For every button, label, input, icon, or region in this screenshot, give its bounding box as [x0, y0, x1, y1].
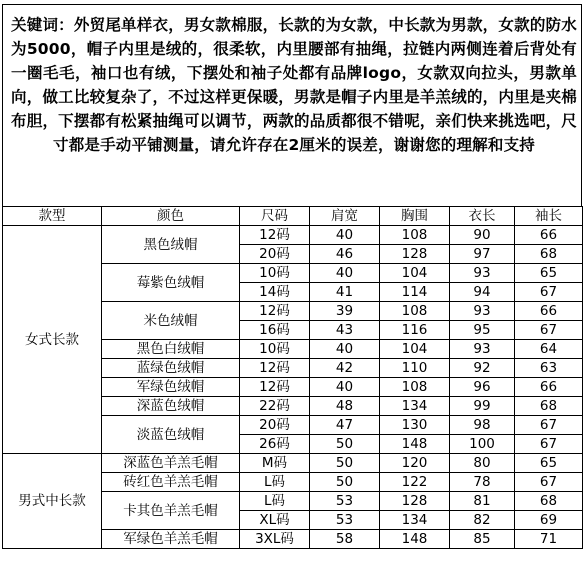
chest-cell: 120 [380, 454, 450, 473]
header-shoulder: 肩宽 [310, 207, 380, 226]
shoulder-cell: 50 [310, 454, 380, 473]
chest-cell: 134 [380, 511, 450, 530]
sleeve-cell: 67 [515, 416, 583, 435]
size-cell: 22码 [240, 397, 310, 416]
product-description: 关键词：外贸尾单样衣，男女款棉服，长款的为女款，中长款为男款，女款的防水为5000，帽子内里是绒的，很柔软，内里腰部有抽绳，拉链内两侧连着后背处有一圈毛毛，袖口也有绒，下摆处和袖子处都有品牌logo，女款双向拉头，男款单向，做工比较复杂了，不过这样更保暖，男款是帽子内里是羊羔绒的，内里是夹棉布胆，下摆都有松紧抽绳可以调节，两款的品质都很不错呢，亲们快来挑选吧，尺寸都是手动平铺测量，请允许存在2厘米的误差，谢谢您的理解和支持 [2, 4, 582, 206]
size-cell: 10码 [240, 340, 310, 359]
shoulder-cell: 41 [310, 283, 380, 302]
shoulder-cell: 50 [310, 473, 380, 492]
header-chest: 胸围 [380, 207, 450, 226]
sleeve-cell: 67 [515, 473, 583, 492]
length-cell: 85 [450, 530, 515, 549]
size-cell: M码 [240, 454, 310, 473]
length-cell: 94 [450, 283, 515, 302]
color-cell: 深蓝色羊羔毛帽 [102, 454, 240, 473]
size-cell: 20码 [240, 245, 310, 264]
chest-cell: 108 [380, 226, 450, 245]
shoulder-cell: 46 [310, 245, 380, 264]
shoulder-cell: 47 [310, 416, 380, 435]
length-cell: 78 [450, 473, 515, 492]
sleeve-cell: 65 [515, 454, 583, 473]
chest-cell: 116 [380, 321, 450, 340]
sleeve-cell: 67 [515, 435, 583, 454]
length-cell: 93 [450, 340, 515, 359]
style-group-cell: 男式中长款 [3, 454, 102, 549]
size-cell: XL码 [240, 511, 310, 530]
sleeve-cell: 66 [515, 226, 583, 245]
sleeve-cell: 64 [515, 340, 583, 359]
shoulder-cell: 48 [310, 397, 380, 416]
chest-cell: 108 [380, 378, 450, 397]
length-cell: 93 [450, 302, 515, 321]
size-cell: 26码 [240, 435, 310, 454]
size-cell: L码 [240, 492, 310, 511]
sleeve-cell: 67 [515, 321, 583, 340]
table-header-row [3, 207, 583, 226]
shoulder-cell: 40 [310, 378, 380, 397]
size-cell: 12码 [240, 359, 310, 378]
sleeve-cell: 63 [515, 359, 583, 378]
length-cell: 97 [450, 245, 515, 264]
sleeve-cell: 65 [515, 264, 583, 283]
length-cell: 96 [450, 378, 515, 397]
color-cell: 深蓝色绒帽 [102, 397, 240, 416]
chest-cell: 114 [380, 283, 450, 302]
chest-cell: 130 [380, 416, 450, 435]
length-cell: 92 [450, 359, 515, 378]
color-cell: 淡蓝色绒帽 [102, 416, 240, 454]
chest-cell: 110 [380, 359, 450, 378]
color-cell: 黑色白绒帽 [102, 340, 240, 359]
size-cell: 12码 [240, 226, 310, 245]
length-cell: 81 [450, 492, 515, 511]
color-cell: 黑色绒帽 [102, 226, 240, 264]
length-cell: 93 [450, 264, 515, 283]
size-cell: 20码 [240, 416, 310, 435]
size-cell: 3XL码 [240, 530, 310, 549]
header-sleeve: 袖长 [515, 207, 583, 226]
sleeve-cell: 66 [515, 302, 583, 321]
style-group-cell: 女式长款 [3, 226, 102, 454]
length-cell: 98 [450, 416, 515, 435]
color-cell: 蓝绿色绒帽 [102, 359, 240, 378]
length-cell: 80 [450, 454, 515, 473]
color-cell: 米色绒帽 [102, 302, 240, 340]
sleeve-cell: 66 [515, 378, 583, 397]
chest-cell: 148 [380, 435, 450, 454]
size-cell: 12码 [240, 378, 310, 397]
size-sheet [2, 4, 582, 549]
sleeve-cell: 68 [515, 492, 583, 511]
sleeve-cell: 67 [515, 283, 583, 302]
length-cell: 99 [450, 397, 515, 416]
sleeve-cell: 68 [515, 397, 583, 416]
chest-cell: 104 [380, 264, 450, 283]
length-cell: 90 [450, 226, 515, 245]
sleeve-cell: 71 [515, 530, 583, 549]
chest-cell: 148 [380, 530, 450, 549]
chest-cell: 128 [380, 492, 450, 511]
shoulder-cell: 40 [310, 264, 380, 283]
header-size: 尺码 [240, 207, 310, 226]
shoulder-cell: 39 [310, 302, 380, 321]
color-cell: 砖红色羊羔毛帽 [102, 473, 240, 492]
shoulder-cell: 40 [310, 340, 380, 359]
table-body [3, 226, 583, 549]
size-cell: 10码 [240, 264, 310, 283]
color-cell: 军绿色绒帽 [102, 378, 240, 397]
size-cell: L码 [240, 473, 310, 492]
table-row [3, 226, 583, 245]
length-cell: 82 [450, 511, 515, 530]
length-cell: 95 [450, 321, 515, 340]
color-cell: 莓紫色绒帽 [102, 264, 240, 302]
shoulder-cell: 40 [310, 226, 380, 245]
shoulder-cell: 53 [310, 511, 380, 530]
size-cell: 14码 [240, 283, 310, 302]
header-color: 颜色 [102, 207, 240, 226]
color-cell: 卡其色羊羔毛帽 [102, 492, 240, 530]
chest-cell: 122 [380, 473, 450, 492]
shoulder-cell: 43 [310, 321, 380, 340]
chest-cell: 128 [380, 245, 450, 264]
color-cell: 军绿色羊羔毛帽 [102, 530, 240, 549]
length-cell: 100 [450, 435, 515, 454]
shoulder-cell: 53 [310, 492, 380, 511]
chest-cell: 108 [380, 302, 450, 321]
size-cell: 12码 [240, 302, 310, 321]
shoulder-cell: 58 [310, 530, 380, 549]
chest-cell: 104 [380, 340, 450, 359]
sleeve-cell: 69 [515, 511, 583, 530]
chest-cell: 134 [380, 397, 450, 416]
size-table [2, 206, 583, 549]
size-cell: 16码 [240, 321, 310, 340]
shoulder-cell: 50 [310, 435, 380, 454]
table-row [3, 454, 583, 473]
header-style: 款型 [3, 207, 102, 226]
header-length: 衣长 [450, 207, 515, 226]
shoulder-cell: 42 [310, 359, 380, 378]
sleeve-cell: 68 [515, 245, 583, 264]
